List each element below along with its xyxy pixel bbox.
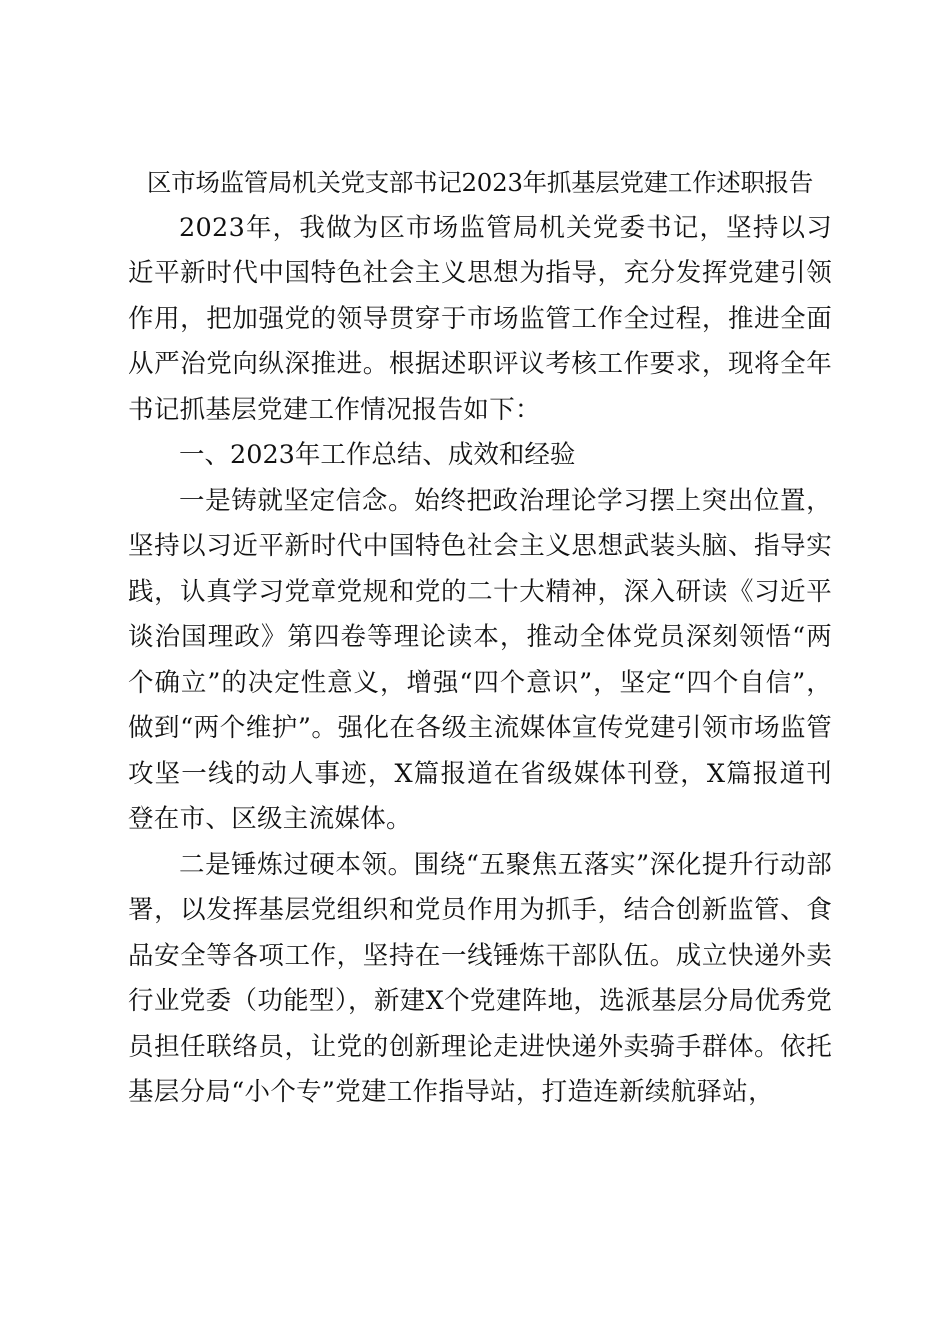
document-title: 区市场监管局机关党支部书记2023年抓基层党建工作述职报告 [146,168,814,197]
section-heading: 一、2023年工作总结、成效和经验 [179,440,576,470]
paragraph-skills: 二是锤炼过硬本领。围绕“五聚焦五落实”深化提升行动部署，以发挥基层党组织和党员作用为抓手，结合创新监管、食品安全等各项工作，坚持在一线锤炼干部队伍。成立快递外卖行业党委（功能型），新建X个党建阵地，选派基层分局优秀党员担任联络员，让党的创新理论走进快递外卖骑手群体。依托基层分局“小个专”党建工作指导站，打造连新续航驿站， [128,849,832,1107]
document-body [128,160,832,1116]
intro-paragraph: 2023年，我做为区市场监管局机关党委书记，坚持以习近平新时代中国特色社会主义思想为指导，充分发挥党建引领作用，把加强党的领导贯穿于市场监管工作全过程，推进全面从严治党向纵深推进。根据述职评议考核工作要求，现将全年书记抓基层党建工作情况报告如下： [128,212,832,425]
paragraph-beliefs: 一是铸就坚定信念。始终把政治理论学习摆上突出位置，坚持以习近平新时代中国特色社会主义思想武装头脑、指导实践，认真学习党章党规和党的二十大精神，深入研读《习近平谈治国理政》第四卷等理论读本，推动全体党员深刻领悟“两个确立”的决定性意义，增强“四个意识”，坚定“四个自信”，做到“两个维护”。强化在各级主流媒体宣传党建引领市场监管攻坚一线的动人事迹，X篇报道在省级媒体刊登，X篇报道刊登在市、区级主流媒体。 [128,485,832,834]
